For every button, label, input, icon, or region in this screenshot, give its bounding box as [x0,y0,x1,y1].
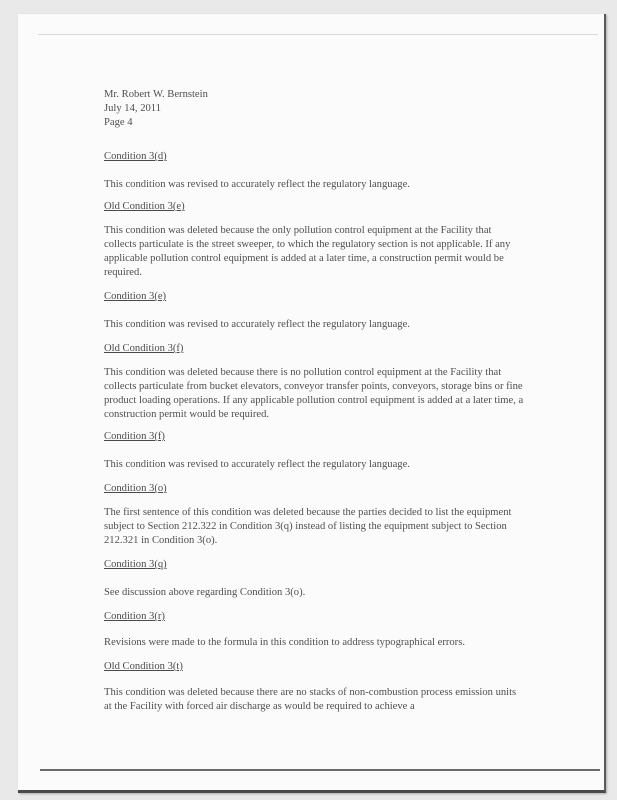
section-text: This condition was revised to accurately reflect the regulatory language. [104,319,410,330]
scan-edge-line [38,34,598,35]
section-text: This condition was deleted because the only pollution control equipment at the Facility that collects particulate is the street sweeper, to which the regulatory section is not applicable. If any applicable pollution control equipment is added at a later time, a construction permit would be required. [104,225,511,278]
section-text: See discussion above regarding Condition 3(o). [104,587,306,598]
section-heading: Condition 3(q) [104,559,167,570]
letter-date: July 14, 2011 [104,103,161,114]
document-page [18,14,606,793]
section-text: This condition was revised to accurately reflect the regulatory language. [104,179,410,190]
section-text: This condition was deleted because there are no stacks of non-combustion process emission units at the Facility with forced air discharge as would be required to achieve a [104,687,517,712]
section-heading: Condition 3(d) [104,151,167,162]
section-text: This condition was revised to accurately reflect the regulatory language. [104,459,410,470]
section-heading: Condition 3(r) [104,611,165,622]
section-text: This condition was deleted because there is no pollution control equipment at the Facility that collects particulate from bucket elevators, conveyor transfer points, conveyors, storage bins or fine product loading operations. If any applicable pollution control equipment is added at a later time, a construction permit would be required. [104,367,524,420]
section-text: The first sentence of this condition was deleted because the parties decided to list the equipment subject to Section 212.322 in Condition 3(q) instead of listing the equipment subject to Section 212.321 in Condition 3(o). [104,507,512,546]
section-heading: Old Condition 3(t) [104,661,183,672]
page-bottom-border [40,769,600,771]
section-heading: Condition 3(o) [104,483,167,494]
page-number: Page 4 [104,117,133,128]
section-heading: Old Condition 3(e) [104,201,185,212]
section-text: Revisions were made to the formula in this condition to address typographical errors. [104,637,465,648]
letter-header [104,88,208,130]
section-heading: Condition 3(e) [104,291,167,302]
section-heading: Old Condition 3(f) [104,343,184,354]
section-heading: Condition 3(f) [104,431,165,442]
addressee: Mr. Robert W. Bernstein [104,89,208,100]
